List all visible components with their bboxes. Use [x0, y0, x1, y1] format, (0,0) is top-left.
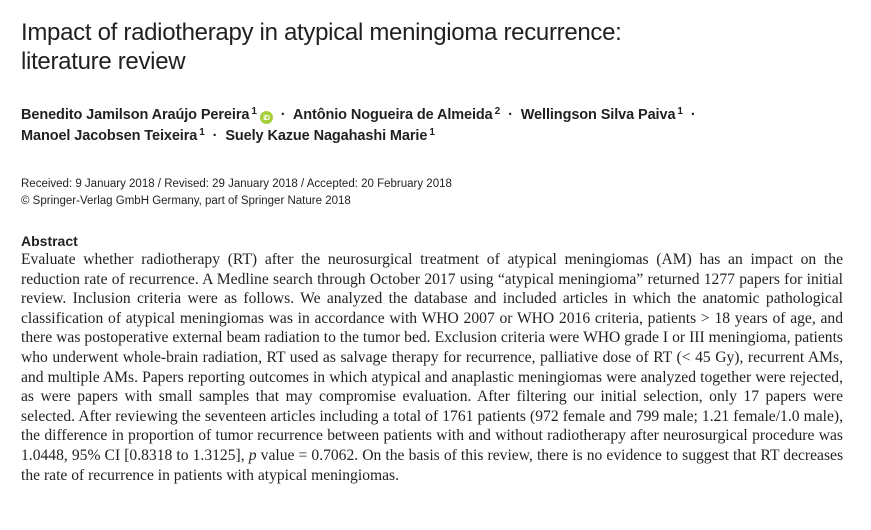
received-revised-accepted-dates: Received: 9 January 2018 / Revised: 29 January 2018 / Accepted: 20 February 2018 [21, 178, 452, 190]
abstract-text [21, 250, 843, 485]
abstract-text-part-2: value = 0.7062. On the basis of this review, there is no evidence to suggest that RT decreases the rate of recurrence in patients with atypical meningiomas. [21, 446, 844, 484]
author-separator: · [280, 107, 286, 123]
author-list [21, 105, 843, 147]
author-separator: · [690, 107, 696, 123]
copyright-notice: © Springer-Verlag GmbH Germany, part of Springer Nature 2018 [21, 195, 351, 207]
author-affiliation: 2 [494, 106, 501, 117]
article-title [21, 18, 843, 76]
author-affiliation: 1 [199, 127, 205, 138]
author-affiliation: 1 [677, 106, 683, 117]
article-history [21, 176, 843, 210]
author-name[interactable]: Wellingson Silva Paiva [520, 107, 676, 123]
article-title-line-1: Impact of radiotherapy in atypical meningioma recurrence: [21, 19, 622, 46]
article-header [21, 18, 843, 485]
author-affiliation: 1 [251, 106, 257, 117]
author-name[interactable]: Manoel Jacobsen Teixeira [21, 128, 198, 144]
orcid-icon[interactable]: iD [260, 111, 273, 124]
abstract-text-part-1: Evaluate whether radiotherapy (RT) after the neurosurgical treatment of atypical meningiomas (AM) has an impact on the reduction rate of recurrence. A Medline search through October 2017 using “atypical meningioma” returned 1277 papers for initial review. Inclusion criteria were as follows. We analyzed the database and included articles in which the anatomic pathological classification of atypical meningiomas was in accordance with WHO 2007 or WHO 2016 criteria, patients > 18 years of age, and there was postoperative external beam radiation to the tumor bed. Exclusion criteria were WHO grade I or III meningioma, patients who underwent whole-brain radiation, RT used as salvage therapy for recurrence, palliative dose of RT (< 45 Gy), recurrent AMs, and multiple AMs. Papers reporting outcomes in which atypical and anaplastic meningiomas were analyzed together were rejected, as were papers with small samples that may compromise evaluation. After filtering our initial selection, only 17 papers were selected. After reviewing the seventeen articles including a total of 1761 patients (972 female and 799 male; 1.21 female/1.0 male), the difference in proportion of tumor recurrence between patients with and without radiotherapy after neurosurgical procedure was 1.0448, 95% CI [0.8318 to 1.3125], [21, 251, 843, 464]
abstract-heading: Abstract [21, 233, 78, 249]
p-value-symbol: p [248, 446, 257, 464]
author-affiliation: 1 [429, 127, 435, 138]
author-name[interactable]: Antônio Nogueira de Almeida [292, 107, 493, 123]
author-name[interactable]: Benedito Jamilson Araújo Pereira [21, 107, 250, 123]
author-separator: · [212, 128, 218, 144]
author-separator: · [508, 107, 513, 123]
author-name[interactable]: Suely Kazue Nagahashi Marie [225, 128, 428, 144]
article-title-line-2: literature review [21, 48, 186, 75]
